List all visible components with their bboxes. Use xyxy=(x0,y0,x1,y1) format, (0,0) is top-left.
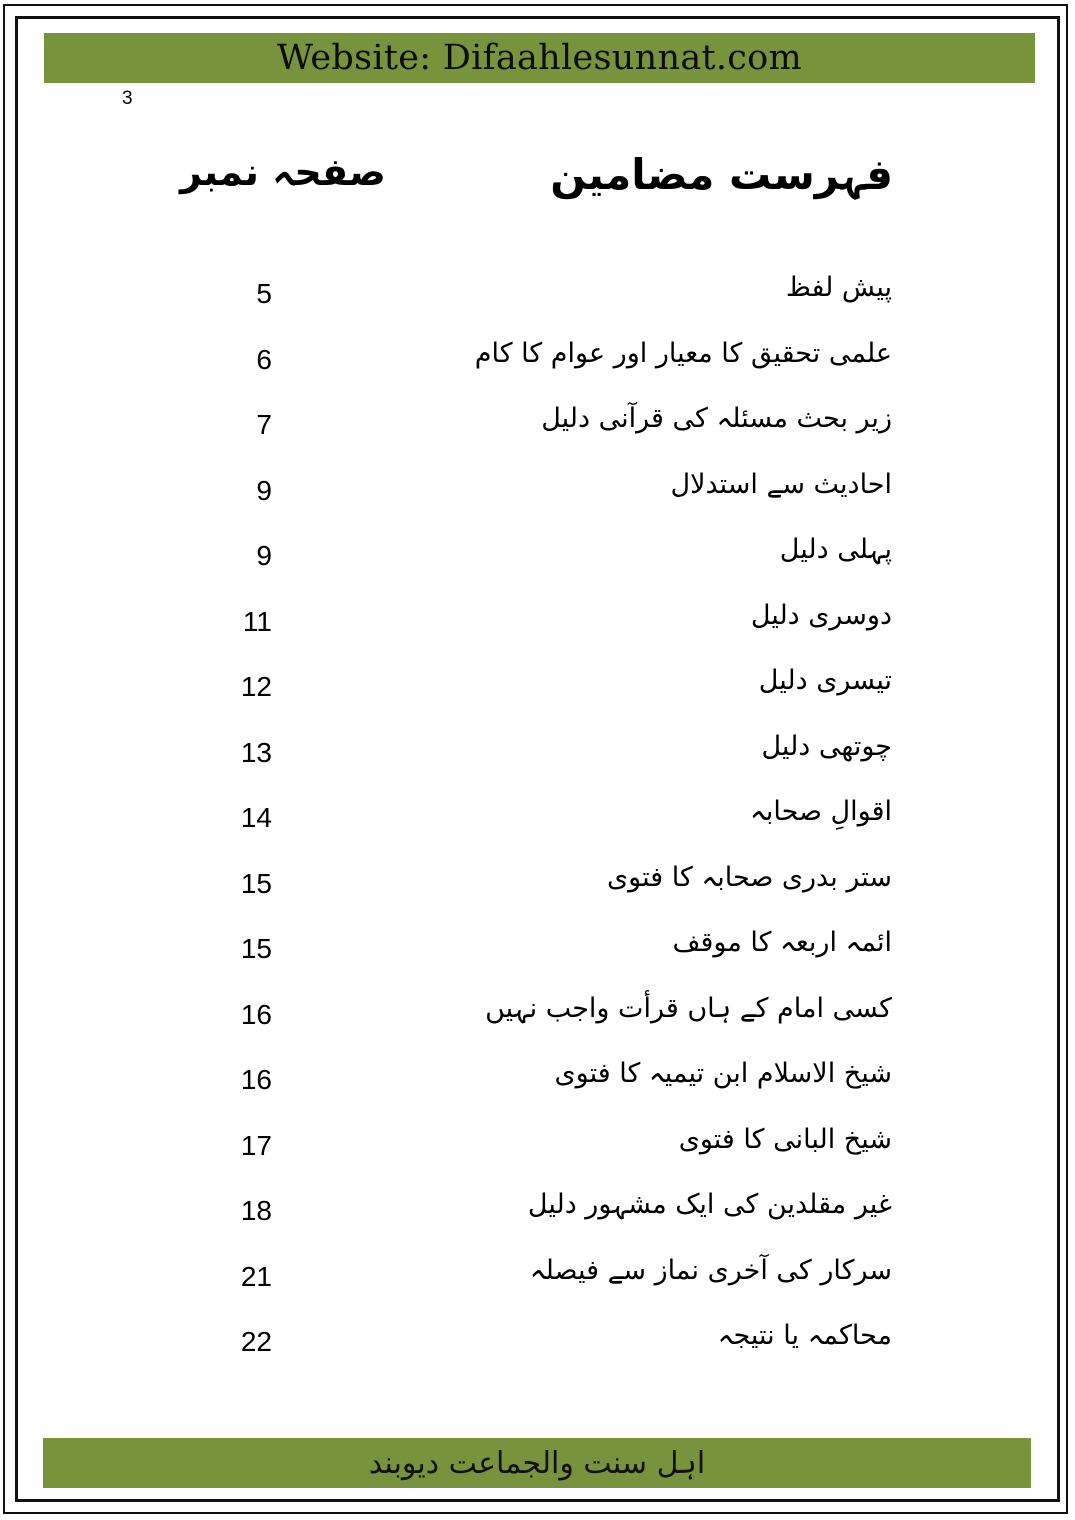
header-banner xyxy=(44,33,1035,83)
toc-entry[interactable] xyxy=(200,272,892,322)
toc-entry-page: 11 xyxy=(242,605,272,637)
toc-entry-title: چوتھی دلیل xyxy=(761,730,892,762)
toc-entry-page: 22 xyxy=(240,1326,272,1357)
toc-entry[interactable] xyxy=(200,862,892,912)
toc-entry[interactable] xyxy=(200,338,892,388)
toc-entry-title: علمی تحقیق کا معیار اور عوام کا کام xyxy=(474,337,892,369)
toc-entry[interactable] xyxy=(200,403,892,453)
toc-heading: فہرست مضامین xyxy=(550,150,893,199)
footer-banner xyxy=(43,1438,1031,1488)
toc-entry[interactable] xyxy=(200,731,892,781)
toc-entry-page: 15 xyxy=(240,933,272,964)
toc-entry[interactable] xyxy=(200,796,892,846)
toc-entry[interactable] xyxy=(200,1058,892,1108)
toc-entry-page: 13 xyxy=(240,736,272,768)
toc-entry-page: 9 xyxy=(256,474,272,506)
toc-entry-title: احادیث سے استدلال xyxy=(670,468,892,500)
toc-entry[interactable] xyxy=(200,469,892,519)
toc-entry-title: پیش لفظ xyxy=(785,272,892,303)
toc-entry-page: 16 xyxy=(240,1064,272,1095)
toc-entry-title: شیخ البانی کا فتوی xyxy=(678,1123,892,1155)
toc-entry[interactable] xyxy=(200,1255,892,1305)
toc-entry-title: پہلی دلیل xyxy=(779,534,892,565)
toc-entry-title: کسی امام کے ہاں قرأت واجب نہیں xyxy=(485,992,892,1024)
toc-entry-page: 14 xyxy=(240,802,272,833)
toc-entry-title: ستر بدری صحابہ کا فتوی xyxy=(607,861,892,893)
toc-entry[interactable] xyxy=(200,1320,892,1370)
toc-entry[interactable] xyxy=(200,1124,892,1174)
toc-entry-page: 16 xyxy=(240,998,272,1030)
toc-entry-page: 15 xyxy=(240,867,272,899)
toc-entry-page: 5 xyxy=(256,278,272,309)
footer-label: اہل سنت والجماعت دیوبند xyxy=(368,1445,706,1481)
toc-entry-title: شیخ الاسلام ابن تیمیہ کا فتوی xyxy=(554,1058,892,1089)
toc-entry[interactable] xyxy=(200,1189,892,1239)
toc-entry[interactable] xyxy=(200,600,892,650)
toc-entry-page: 17 xyxy=(240,1129,272,1161)
toc-entry-title: سرکار کی آخری نماز سے فیصلہ xyxy=(529,1254,892,1286)
website-label: Website: Difaahlesunnat.com xyxy=(276,38,803,78)
toc-entry-title: دوسری دلیل xyxy=(750,599,892,631)
page-number-heading: صفحہ نمبر xyxy=(180,150,386,194)
toc-entry-page: 7 xyxy=(256,409,272,440)
page-number: 3 xyxy=(122,88,133,109)
toc-entry[interactable] xyxy=(200,993,892,1043)
toc-entry-title: محاکمہ یا نتیجہ xyxy=(717,1320,892,1351)
toc-entry-title: ائمہ اربعہ کا موقف xyxy=(672,927,892,958)
toc-entry[interactable] xyxy=(200,665,892,715)
toc-entry-page: 21 xyxy=(240,1260,272,1292)
toc-entry-page: 9 xyxy=(256,540,272,571)
toc-entry-page: 12 xyxy=(240,671,272,702)
toc-entry[interactable] xyxy=(200,927,892,977)
toc-entry-title: تیسری دلیل xyxy=(758,665,892,696)
toc-entry-page: 6 xyxy=(256,343,272,375)
toc-entry-page: 18 xyxy=(240,1195,272,1226)
toc-entry-title: زیر بحث مسئلہ کی قرآنی دلیل xyxy=(541,403,892,434)
toc-entry-title: اقوالِ صحابہ xyxy=(750,796,892,827)
toc-entry[interactable] xyxy=(200,534,892,584)
toc-entry-title: غیر مقلدین کی ایک مشہور دلیل xyxy=(527,1189,892,1220)
